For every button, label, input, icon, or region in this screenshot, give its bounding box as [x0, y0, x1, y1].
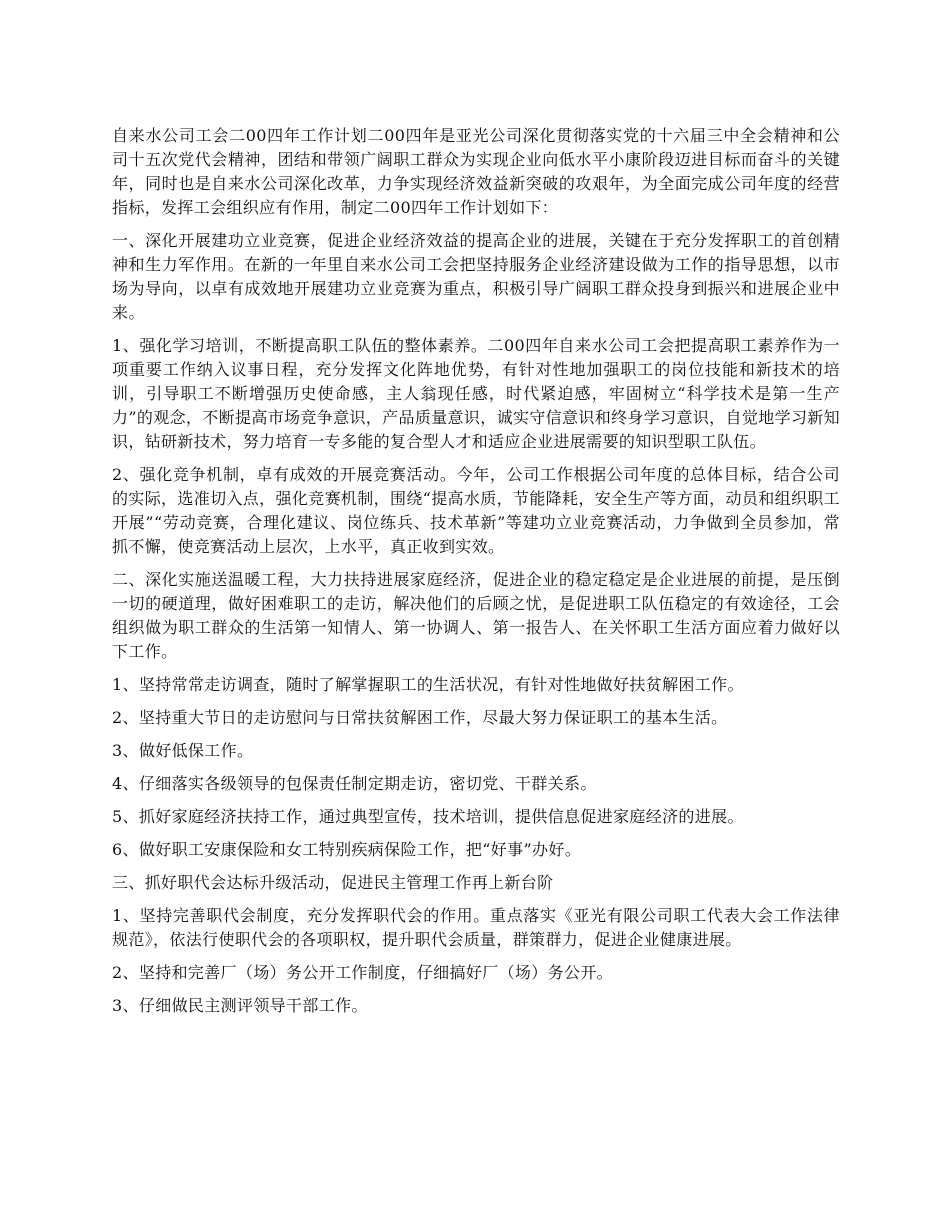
- paragraph-section-2-item-1: 1、坚持常常走访调查，随时了解掌握职工的生活状况，有针对性地做好扶贫解困工作。: [112, 675, 744, 694]
- paragraph-section-3-item-2: 2、坚持和完善厂（场）务公开工作制度，仔细搞好厂（场）务公开。: [112, 963, 614, 982]
- paragraph-section-3-item-1: 1、坚持完善职代会制度，充分发挥职代会的作用。重点落实《亚光有限公司职工代表大会工作法律规范》，依法行使职代会的各项职权，提升职代会质量，群策群力，促进企业健康进展。: [112, 906, 840, 949]
- paragraph-section-2-item-5: 5、抓好家庭经济扶持工作，通过典型宣传，技术培训，提供信息促进家庭经济的进展。: [112, 807, 744, 826]
- paragraph-section-2-item-6: 6、做好职工安康保险和女工特别疾病保险工作，把“好事”办好。: [112, 840, 582, 859]
- paragraph-intro: 自来水公司工会二00四年工作计划二00四年是亚光公司深化贯彻落实党的十六届三中全会精神和公司十五次党代会精神，团结和带领广阔职工群众为实现企业向低水平小康阶段迈进目标而奋斗的关键年，同时也是自来水公司深化改革，力争实现经济效益新突破的攻艰年，为全面完成公司年度的经营指标，发挥工会组织应有作用，制定二00四年工作计划如下：: [112, 126, 840, 217]
- paragraph-section-2-item-3: 3、做好低保工作。: [112, 741, 254, 760]
- paragraph-section-3-item-3: 3、仔细做民主测评领导干部工作。: [112, 996, 368, 1015]
- document-page: [112, 124, 840, 1027]
- paragraph-section-2-item-2: 2、坚持重大节日的走访慰问与日常扶贫解困工作，尽最大努力保证职工的基本生活。: [112, 708, 728, 727]
- paragraph-section-1-item-1: 1、强化学习培训，不断提高职工队伍的整体素养。二00四年自来水公司工会把提高职工素养作为一项重要工作纳入议事日程，充分发挥文化阵地优势，有针对性地加强职工的岗位技能和新技术的培训，引导职工不断增强历史使命感，主人翁现任感，时代紧迫感，牢固树立“科学技术是第一生产力”的观念，不断提高市场竞争意识，产品质量意识，诚实守信意识和终身学习意识，自觉地学习新知识，钻研新技术，努力培育一专多能的复合型人才和适应企业进展需要的知识型职工队伍。: [112, 336, 840, 451]
- paragraph-section-2: 二、深化实施送温暖工程，大力扶持进展家庭经济，促进企业的稳定稳定是企业进展的前提，是压倒一切的硬道理，做好困难职工的走访，解决他们的后顾之忧，是促进职工队伍稳定的有效途径，工会组织做为职工群众的生活第一知情人、第一协调人、第一报告人、在关怀职工生活方面应着力做好以下工作。: [112, 570, 840, 661]
- paragraph-section-1: 一、深化开展建功立业竞赛，促进企业经济效益的提高企业的进展，关键在于充分发挥职工的首创精神和生力军作用。在新的一年里自来水公司工会把坚持服务企业经济建设做为工作的指导思想，以市场为导向，以卓有成效地开展建功立业竞赛为重点，积极引导广阔职工群众投身到振兴和进展企业中来。: [112, 231, 840, 322]
- paragraph-section-2-item-4: 4、仔细落实各级领导的包保责任制定期走访，密切党、干群关系。: [112, 774, 597, 793]
- paragraph-section-3: 三、抓好职代会达标升级活动，促进民主管理工作再上新台阶: [112, 873, 554, 892]
- paragraph-section-1-item-2: 2、强化竞争机制，卓有成效的开展竞赛活动。今年，公司工作根据公司年度的总体目标，结合公司的实际，选准切入点，强化竞赛机制，围绕“提高水质，节能降耗，安全生产等方面，动员和组织职工开展”“劳动竞赛，合理化建议、岗位练兵、技术革新”等建功立业竞赛活动，力争做到全员参加，常抓不懈，使竞赛活动上层次，上水平，真正收到实效。: [112, 465, 840, 556]
